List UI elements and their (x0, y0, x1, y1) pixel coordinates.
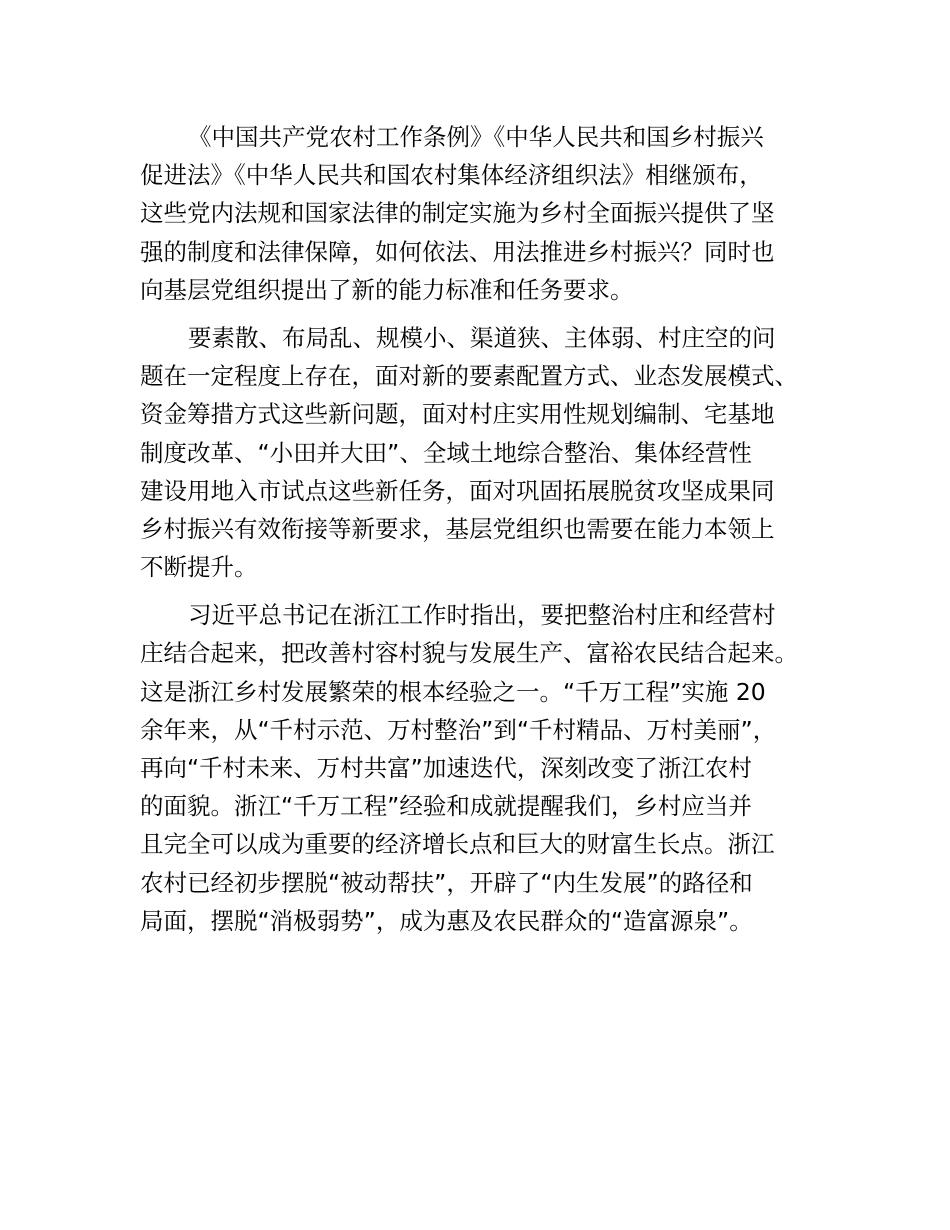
text-line: 促进法》《中华人民共和国农村集体经济组织法》相继颁布， (140, 161, 763, 190)
text-line: 《中国共产党农村工作条例》《中华人民共和国乡村振兴 (188, 123, 764, 151)
text-line: 庄结合起来，把改善村容村貌与发展生产、富裕农民结合起来。 (140, 639, 798, 668)
text-line: 这是浙江乡村发展繁荣的根本经验之一。“千万工程”实施 20 (140, 677, 766, 706)
paragraph-2 (140, 319, 840, 586)
text-line: 局面，摆脱“消极弱势”，成为惠及农民群众的“造富源泉”。 (140, 906, 753, 935)
text-line: 且完全可以成为重要的经济增长点和巨大的财富生长点。浙江 (140, 830, 775, 859)
paragraph-3 (140, 596, 840, 940)
text-line: 这些党内法规和国家法律的制定实施为乡村全面振兴提供了坚 (140, 199, 775, 228)
text-line: 余年来，从“千村示范、万村整治”到“千村精品、万村美丽”， (140, 715, 777, 744)
text-line: 建设用地入市试点这些新任务，面对巩固拓展脱贫攻坚成果同 (140, 476, 775, 505)
text-line: 再向“千村未来、万村共富”加速迭代，深刻改变了浙江农村 (140, 754, 752, 782)
text-line: 要素散、布局乱、规模小、渠道狭、主体弱、村庄空的问 (188, 323, 776, 352)
text-line: 制度改革、“小田并大田”、全域土地综合整治、集体经营性 (140, 438, 752, 467)
text-line: 习近平总书记在浙江工作时指出，要把整治村庄和经营村 (188, 601, 776, 630)
text-line: 资金筹措方式这些新问题，面对村庄实用性规划编制、宅基地 (140, 400, 775, 429)
paragraph-1 (140, 118, 840, 309)
text-line: 农村已经初步摆脱“被动帮扶”，开辟了“内生发展”的路径和 (140, 868, 753, 897)
document-page (140, 118, 840, 940)
text-line: 题在一定程度上存在，面对新的要素配置方式、业态发展模式、 (140, 362, 798, 391)
text-line: 的面貌。浙江“千万工程”经验和成就提醒我们，乡村应当并 (140, 792, 752, 821)
text-line: 乡村振兴有效衔接等新要求，基层党组织也需要在能力本领上 (140, 514, 775, 543)
text-line: 不断提升。 (140, 553, 258, 582)
text-line: 向基层党组织提出了新的能力标准和任务要求。 (140, 275, 634, 304)
text-line: 强的制度和法律保障，如何依法、用法推进乡村振兴？同时也 (140, 237, 775, 266)
